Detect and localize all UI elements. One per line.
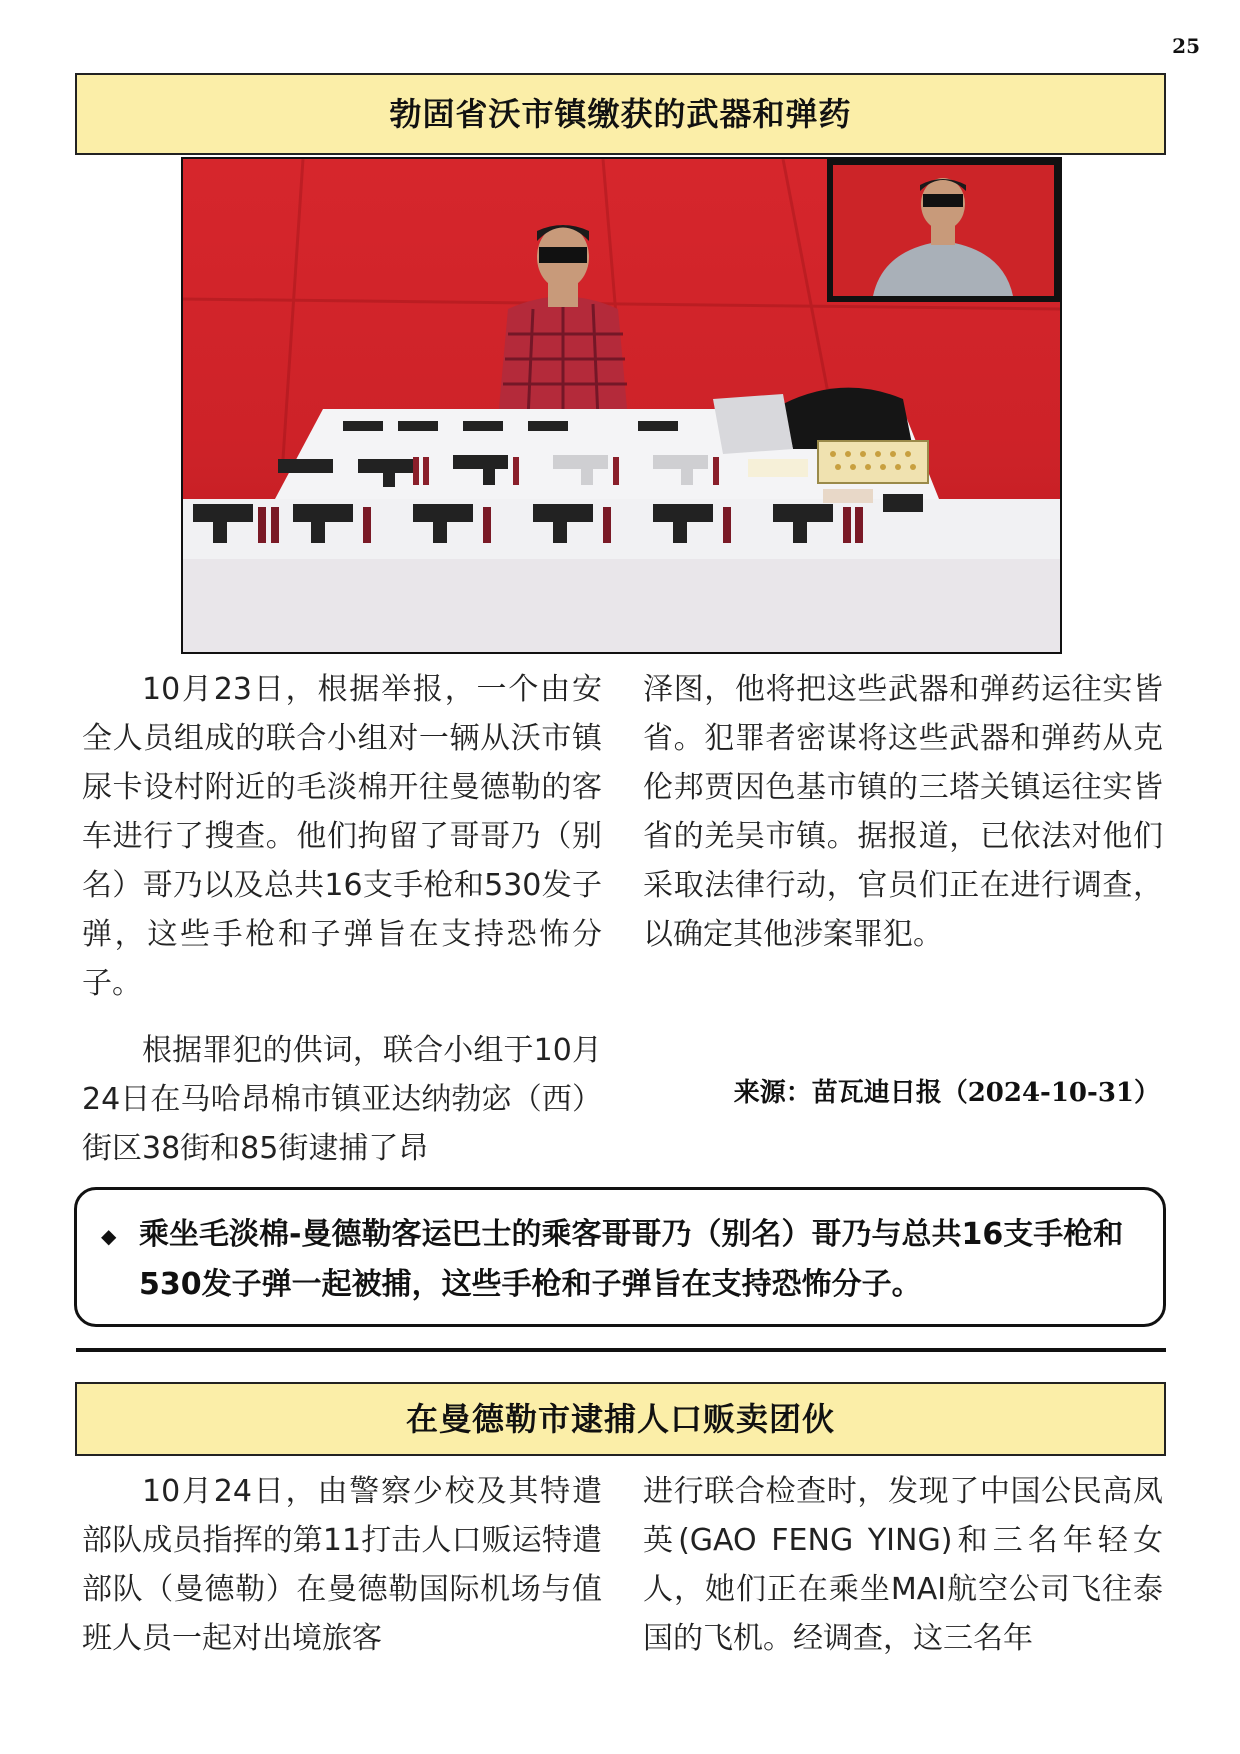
article1-column-left xyxy=(82,665,602,1173)
article1-paragraph-1: 10月23日，根据举报，一个由安全人员组成的联合小组对一辆从沃市镇尿卡设村附近的毛淡棉开往曼德勒的客车进行了搜查。他们拘留了哥哥乃（别名）哥乃以及总共16支手枪和530发子弹，这些手枪和子弹旨在支持恐怖分子。 xyxy=(82,672,602,1001)
article-title-trafficking: 在曼德勒市逮捕人口贩卖团伙 xyxy=(75,1382,1166,1456)
article2-paragraph-continued: 进行联合检查时，发现了中国公民高凤英(GAO FENG YING)和三名年轻女人，她们正在乘坐MAI航空公司飞往泰国的飞机。经调查，这三名年 xyxy=(643,1474,1163,1656)
article2-column-left xyxy=(82,1467,602,1663)
article1-paragraph-2: 根据罪犯的供词，联合小组于10月24日在马哈昂棉市镇亚达纳勃宓（西）街区38街和85街逮捕了昂 xyxy=(82,1033,602,1166)
section-divider xyxy=(76,1348,1166,1352)
article1-source: 来源：苗瓦迪日报（2024-10-31） xyxy=(733,1078,1160,1108)
article1-paragraph-continued: 泽图，他将把这些武器和弹药运往实皆省。犯罪者密谋将这些武器和弹药从克伦邦贾因色基市镇的三塔关镇运往实皆省的羌吴市镇。据报道，已依法对他们采取法律行动，官员们正在进行调查，以确定其他涉案罪犯。 xyxy=(643,672,1163,952)
diamond-bullet-icon: ◆ xyxy=(101,1224,117,1248)
summary-text: 乘坐毛淡棉-曼德勒客运巴士的乘客哥哥乃（别名）哥乃与总共16支手枪和530发子弹一起被捕，这些手枪和子弹旨在支持恐怖分子。 xyxy=(139,1217,1124,1302)
article1-column-right xyxy=(643,665,1163,959)
article2-column-right xyxy=(643,1467,1163,1663)
summary-box xyxy=(74,1187,1166,1327)
article-title-weapons: 勃固省沃市镇缴获的武器和弹药 xyxy=(75,73,1166,155)
seized-weapons-photo xyxy=(181,157,1062,654)
article2-paragraph-1: 10月24日，由警察少校及其特遣部队成员指挥的第11打击人口贩运特遣部队（曼德勒）在曼德勒国际机场与值班人员一起对出境旅客 xyxy=(82,1474,602,1656)
page-number: 25 xyxy=(1172,34,1200,58)
